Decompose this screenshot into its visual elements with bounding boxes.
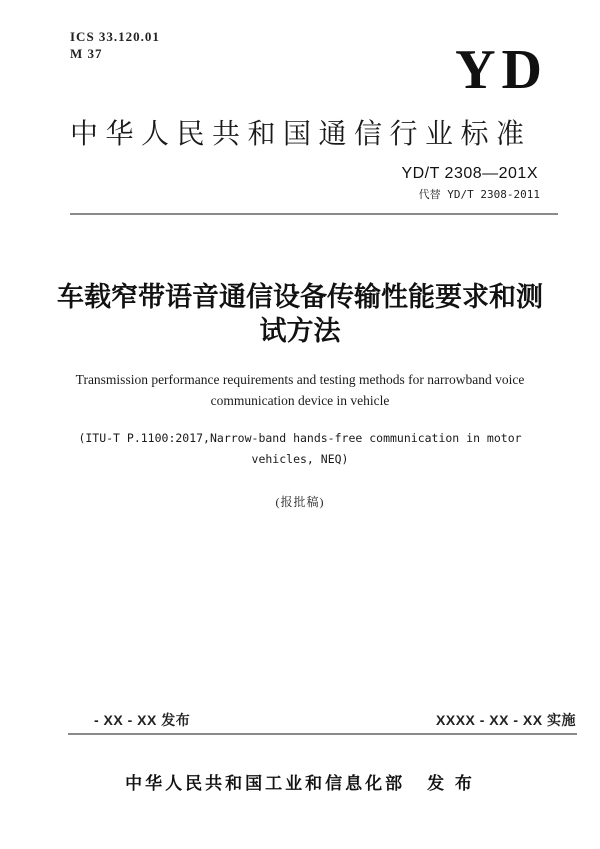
document-title-zh (0, 280, 600, 348)
replaces-note: 代替 YD/T 2308-2011 (418, 188, 540, 201)
publisher-name: 中华人民共和国工业和信息化部 (125, 774, 406, 793)
yd-logo: YD (455, 39, 548, 101)
publisher-row (0, 769, 600, 794)
itu-reference-line2: vehicles, NEQ) (251, 452, 349, 466)
document-title-en-line1: Transmission performance requirements and testing methods for narrowband voice (75, 372, 525, 387)
standard-type-heading: 中华人民共和国通信行业标准 (70, 118, 532, 149)
standard-number: YD/T 2308—201X (401, 165, 538, 182)
date-row (0, 710, 600, 732)
document-title-en-line2: communication device in vehicle (210, 393, 390, 408)
issue-date: - XX - XX 发布 (94, 712, 191, 728)
document-title-zh-line2: 试方法 (259, 316, 341, 346)
document-title-zh-line1: 车载窄带语音通信设备传输性能要求和测 (57, 282, 543, 312)
footer-divider-line (68, 733, 577, 735)
document-title-en (0, 369, 600, 411)
header-divider-line (70, 213, 558, 215)
itu-reference-line1: (ITU-T P.1100:2017,Narrow-band hands-free communication in motor (78, 431, 522, 445)
classification-code: M 37 (70, 46, 103, 61)
itu-reference (0, 428, 600, 470)
ics-code: ICS 33.120.01 (70, 29, 160, 44)
implementation-date: XXXX - XX - XX 实施 (436, 712, 576, 728)
publish-label: 发 布 (427, 774, 475, 793)
draft-status-note: (报批稿) (275, 495, 325, 509)
